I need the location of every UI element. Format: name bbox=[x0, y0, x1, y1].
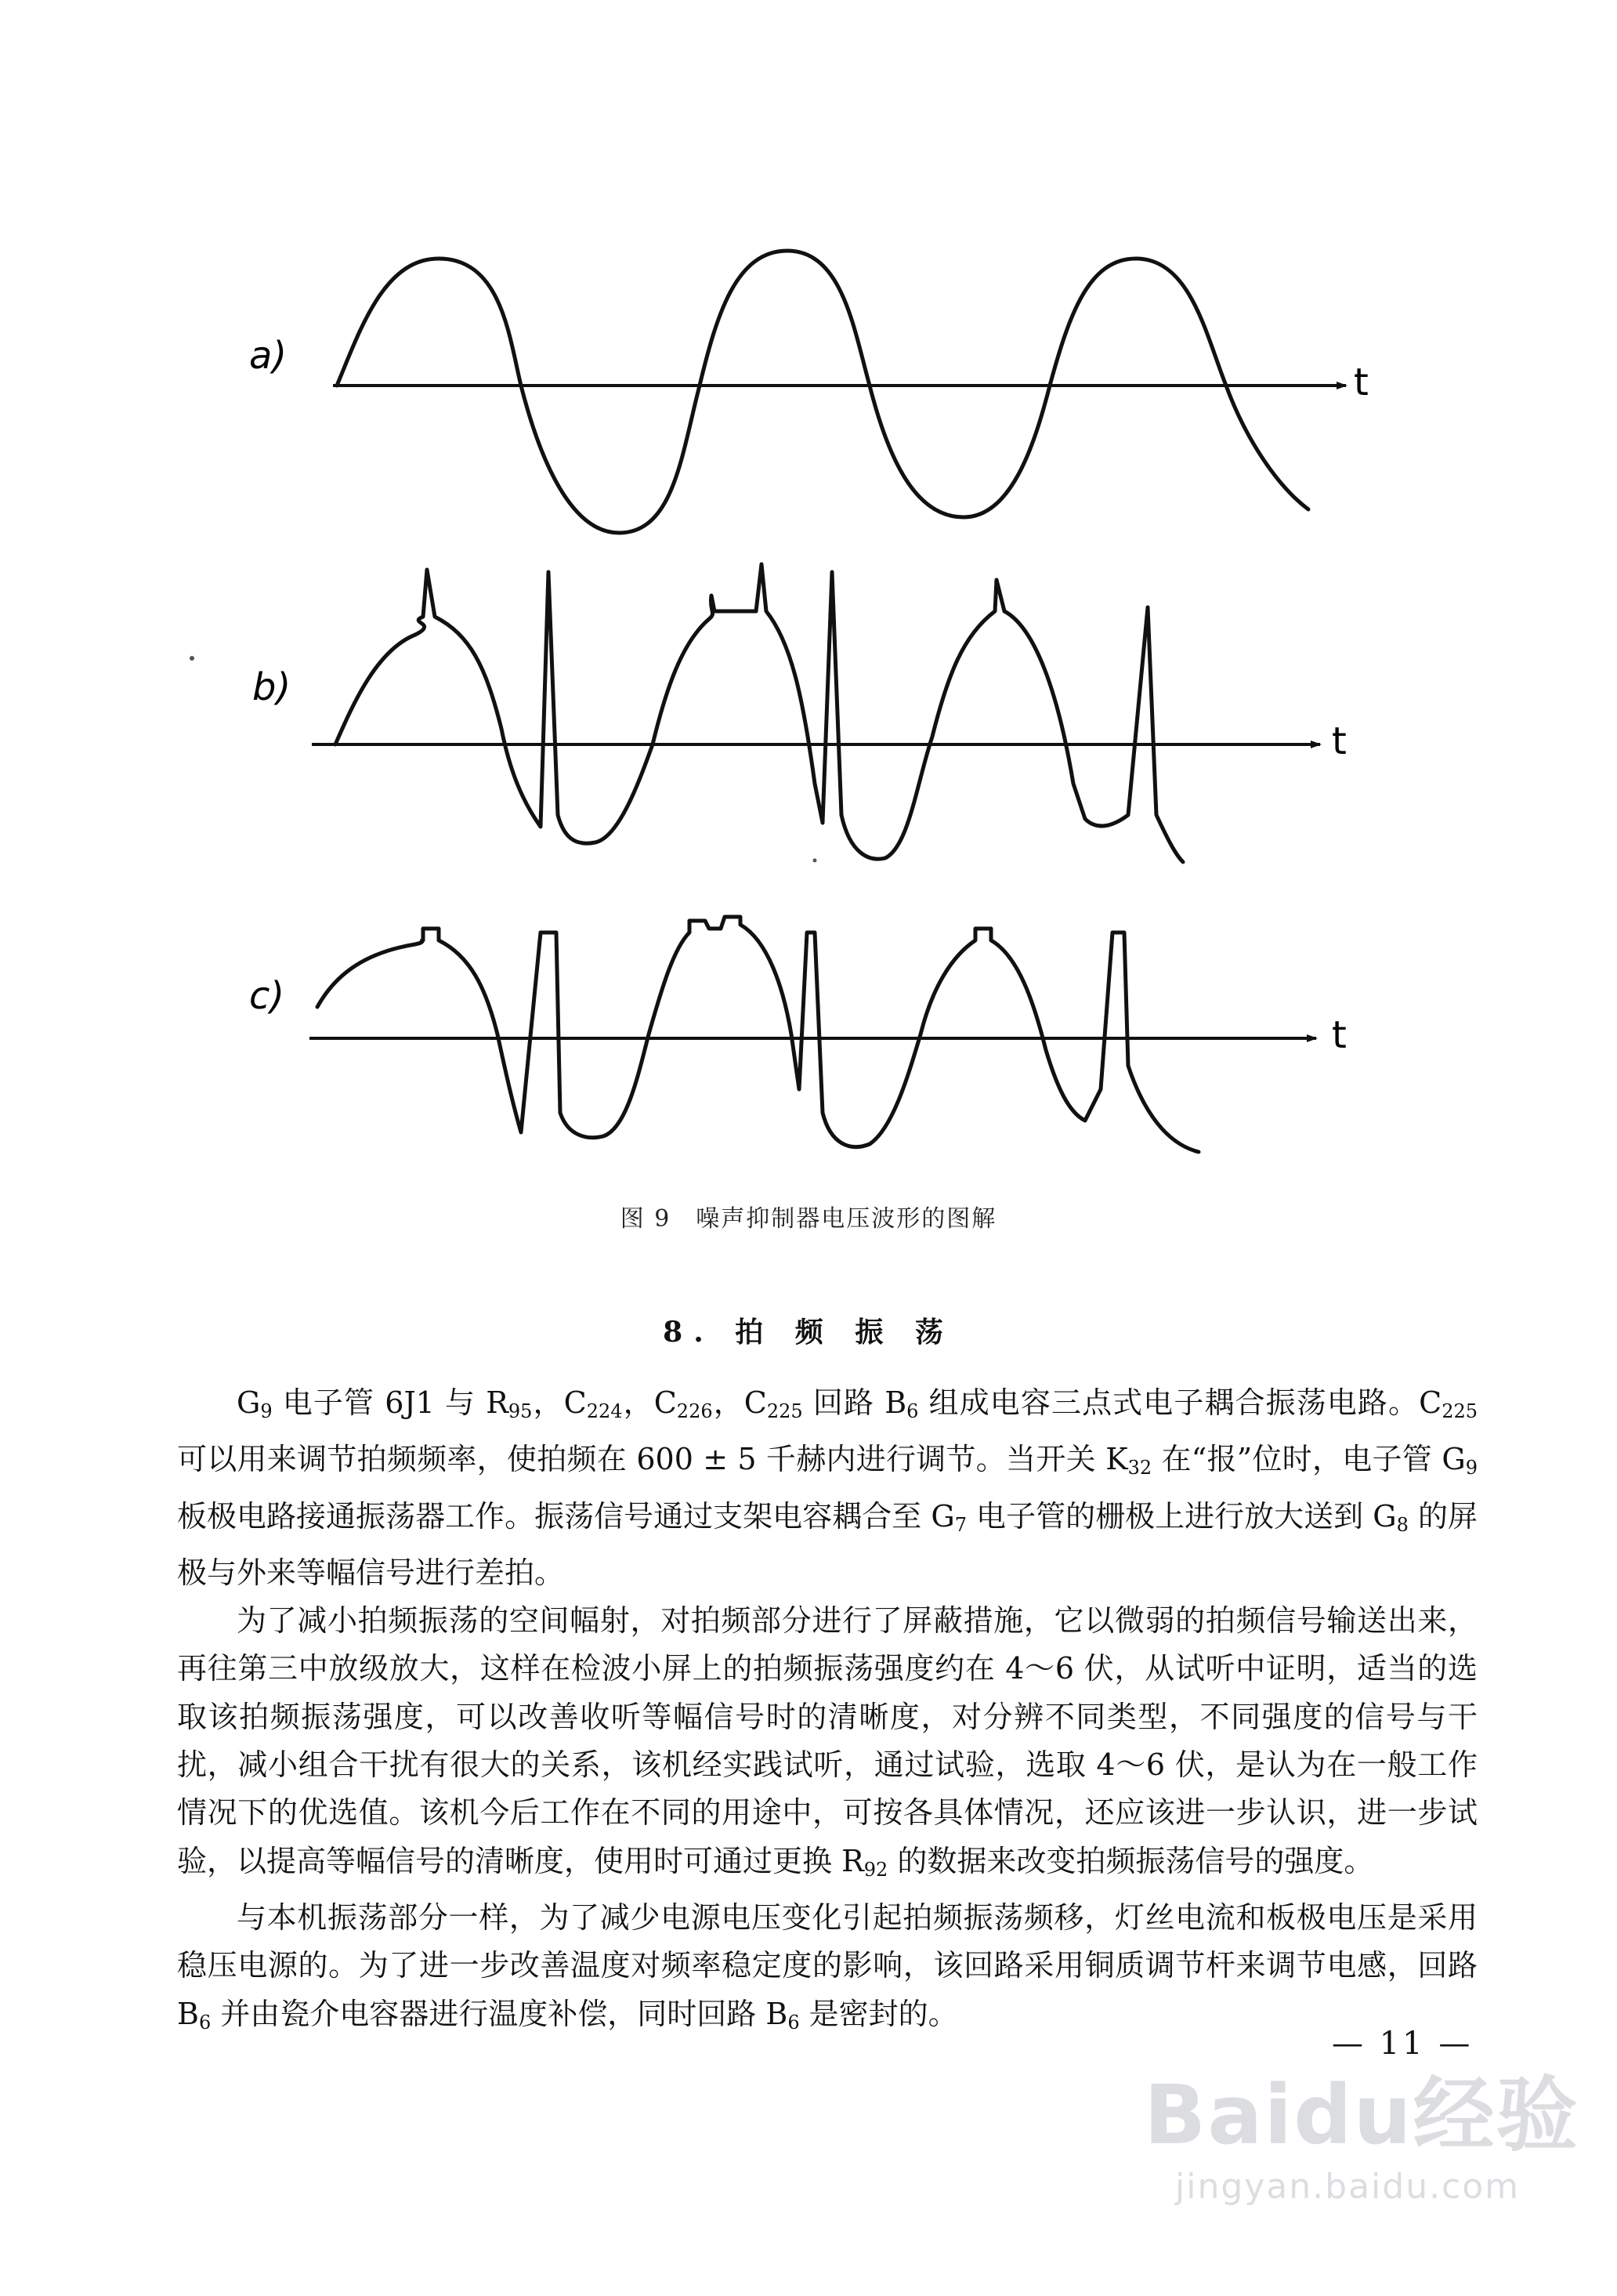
paragraph-2: 为了减小拍频振荡的空间幅射，对拍频部分进行了屏蔽措施，它以微弱的拍频信号输送出来，再往第三中放级放大，这样在检波小屏上的拍频振荡强度约在 4～6 伏，从试听中证明，适当的选取该拍频振荡强度，可以改善收听等幅信号时的清晰度，对分辨不同类型，不同强度的信号与干扰，减小组合干扰有很大的关系，该机经实践试听，通过试验，选取 4～6 伏，是认为在一般工作情况下的优选值。该机今后工作在不同的用途中，可按各具体情况，还应该进一步认识，进一步试验，以提高等幅信号的清晰度，使用时可通过更换 $R_{92}$ 的数据来改变拍频振荡信号的强度。 bbox=[177, 1603, 1478, 1881]
page-number: — 11 — bbox=[1332, 2026, 1474, 2062]
panel-b bbox=[252, 564, 1347, 862]
panel-c bbox=[249, 917, 1347, 1152]
panel-a bbox=[249, 251, 1369, 533]
paragraph-1: $G_9$ 电子管 6J1 与 $R_{95}$，$C_{224}$，$C_{226}$，$C_{225}$ 回路 $B_6$ 组成电容三点式电子耦合振荡电路。$C_{225}$ 可以用来调节拍频频率，使拍频在 600 ± 5 千赫内进行调节。当开关 $K_{32}$ 在“报”位时，电子管 $G_9$ 板极电路接通振荡器工作。振荡信号通过支架电容耦合至 $G_7$ 电子管的栅极上进行放大送到 $G_8$ 的屏极与外来等幅信号进行差拍。 bbox=[177, 1385, 1478, 1590]
scan-speck bbox=[813, 859, 817, 863]
figure-caption: 图 9 噪声抑制器电压波形的图解 bbox=[620, 1205, 997, 1233]
paragraph-3: 与本机振荡部分一样，为了减少电源电压变化引起拍频振荡频移，灯丝电流和板极电压是采用稳压电源的。为了进一步改善温度对频率稳定度的影响，该回路采用铜质调节杆来调节电感，回路 $B_6$ 并由瓷介电容器进行温度补偿，同时回路 $B_6$ 是密封的。 bbox=[177, 1899, 1478, 2033]
waveform-sine bbox=[337, 251, 1308, 533]
axis-label: t bbox=[1332, 1013, 1347, 1057]
panel-label: c) bbox=[249, 974, 285, 1018]
watermark-logo: Baidu经验 bbox=[1144, 2067, 1579, 2163]
waveform-clipped bbox=[317, 917, 1199, 1152]
panel-label: b) bbox=[252, 665, 291, 709]
baidu-watermark bbox=[1144, 2049, 1583, 2229]
axis-label: t bbox=[1354, 360, 1369, 404]
panel-label: a) bbox=[249, 334, 288, 378]
section-heading: 8. 拍 频 振 荡 bbox=[663, 1316, 954, 1349]
axis-label: t bbox=[1332, 719, 1347, 763]
waveform-noise-spikes bbox=[335, 564, 1183, 862]
scan-speck bbox=[190, 656, 194, 661]
body-text bbox=[177, 1379, 1478, 2047]
watermark-url: jingyan.baidu.com bbox=[1175, 2167, 1521, 2207]
